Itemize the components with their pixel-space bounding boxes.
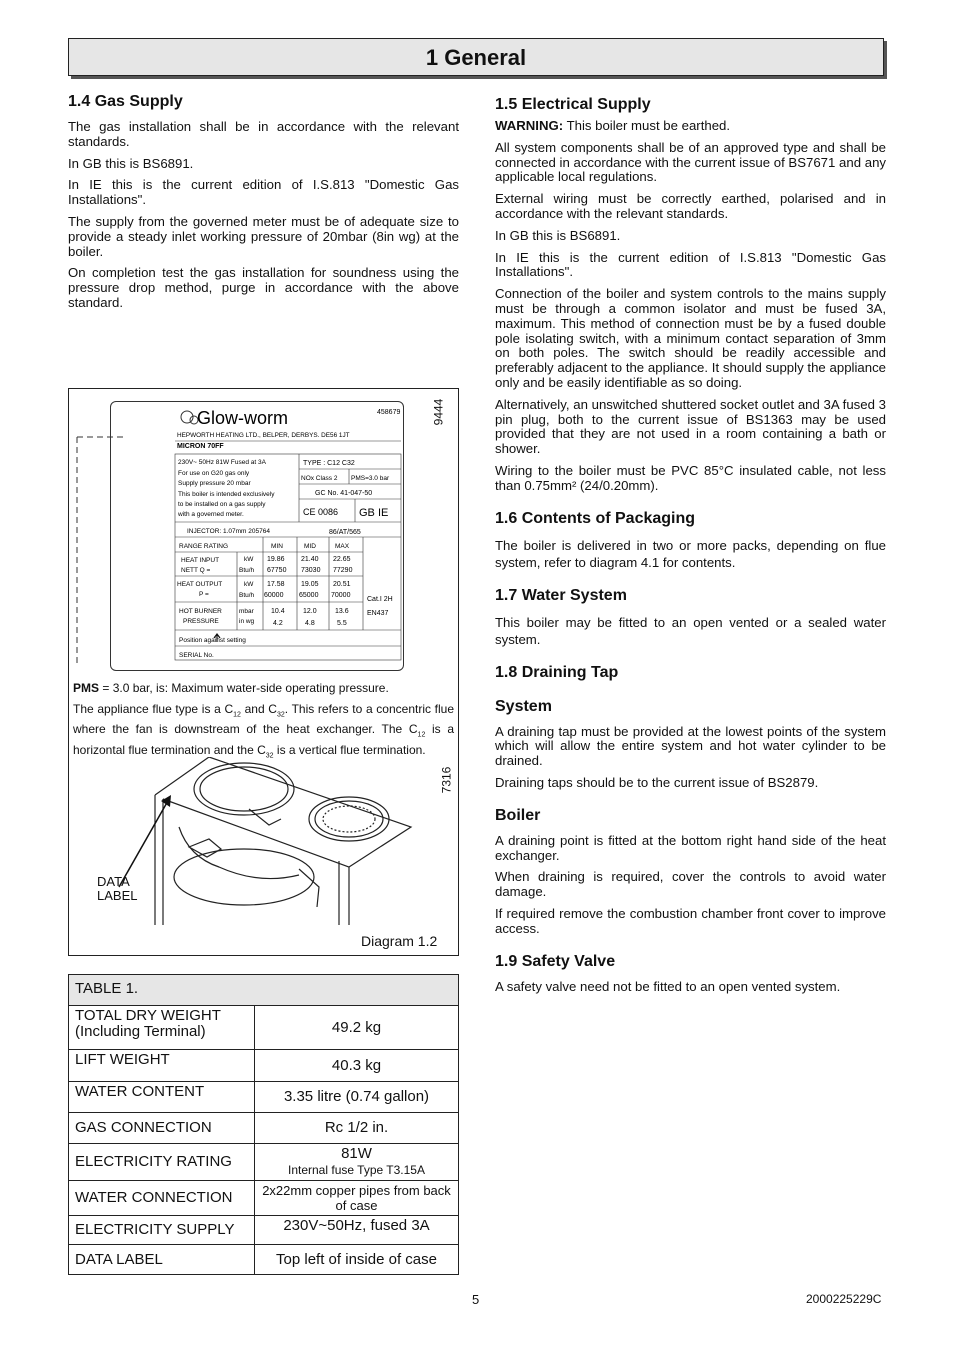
plate-hb1: HOT BURNER bbox=[179, 608, 222, 615]
gas-p2: In GB this is BS6891. bbox=[68, 155, 194, 171]
plate-r4-max: 70000 bbox=[331, 592, 351, 599]
pms-label: PMS bbox=[73, 681, 100, 695]
page-number: 5 bbox=[472, 1292, 480, 1307]
plate-pms: PMS=3.0 bar bbox=[351, 475, 390, 482]
gas-p1: The gas installation shall be in accordance with the relevant standards. bbox=[68, 119, 459, 149]
section-banner bbox=[68, 38, 884, 76]
flue-note bbox=[73, 702, 454, 763]
plate-en: EN437 bbox=[367, 610, 389, 617]
plate-hi2: NETT Q = bbox=[181, 567, 211, 574]
plate-gas4: to be installed on a gas supply bbox=[178, 501, 266, 508]
elec-p7: Wiring to the boiler must be PVC 85°C insulated cable, not less than 0.75mm² (24/0.20mm). bbox=[495, 462, 886, 493]
glow-worm-logo-icon bbox=[181, 411, 198, 424]
table-label: ELECTRICITY RATING bbox=[69, 1144, 255, 1181]
plate-r2-mid: 73030 bbox=[301, 567, 321, 574]
plate-r5-min: 10.4 bbox=[271, 608, 285, 615]
table-row bbox=[69, 1006, 459, 1050]
page-title: 1 General bbox=[425, 45, 527, 70]
plate-r5-mid: 12.0 bbox=[303, 608, 317, 615]
table-value-cell bbox=[255, 1144, 459, 1181]
plate-brand: Glow-worm bbox=[197, 408, 289, 428]
data-plate-graphic bbox=[111, 402, 403, 670]
plate-kw-2: kW bbox=[244, 581, 254, 588]
table-row bbox=[69, 1113, 459, 1144]
flue-d: 32 bbox=[276, 711, 285, 719]
drain-p5: If required remove the combustion chamber front cover to improve access. bbox=[495, 905, 886, 936]
table-label: DATA LABEL bbox=[69, 1245, 255, 1275]
plate-hi1: HEAT INPUT bbox=[181, 557, 220, 564]
table-row bbox=[69, 1181, 459, 1216]
plate-r3-mid: 19.05 bbox=[301, 581, 319, 588]
elec-p6: Alternatively, an unswitched shuttered socket outlet and 3A fused 3 pin plug, both to the current issue of BS1363 may be used provided that they are not used in a room containing a bath or shower. bbox=[495, 396, 886, 457]
pms-note bbox=[73, 681, 454, 695]
flue-c: and C bbox=[240, 702, 277, 716]
table-row bbox=[69, 1144, 459, 1181]
document-code: 2000225229C bbox=[806, 1292, 882, 1306]
plate-inwg: in wg bbox=[239, 618, 255, 625]
plate-serialno: SERIAL No. bbox=[179, 652, 214, 659]
table-value: Rc 1/2 in. bbox=[255, 1113, 459, 1144]
table-label: ELECTRICITY SUPPLY bbox=[69, 1216, 255, 1245]
table-value: 40.3 kg bbox=[255, 1050, 459, 1082]
table-label: WATER CONTENT bbox=[69, 1082, 255, 1113]
plate-r3-min: 17.58 bbox=[267, 581, 285, 588]
plate-r6-min: 4.2 bbox=[273, 620, 283, 627]
table-label: LIFT WEIGHT bbox=[69, 1050, 255, 1082]
data-label-line2: LABEL bbox=[97, 888, 138, 903]
plate-type: TYPE : C12 C32 bbox=[303, 460, 355, 467]
table-row bbox=[69, 975, 459, 1006]
plate-max: MAX bbox=[335, 543, 350, 550]
table-value: 230V~50Hz, fused 3A bbox=[255, 1216, 459, 1245]
plate-gas3: This boiler is intended exclusively bbox=[178, 491, 275, 498]
data-label-caption bbox=[97, 875, 137, 903]
pms-text: = 3.0 bar, is: Maximum water-side operating pressure. bbox=[99, 681, 389, 695]
gas-p3: In IE this is the current edition of I.S.813 "Domestic Gas Installations". bbox=[68, 177, 459, 208]
water-heading: 1.7 Water System bbox=[495, 586, 627, 604]
gas-supply-section bbox=[68, 93, 459, 318]
plate-injector: INJECTOR: 1.07mm 205764 bbox=[187, 528, 270, 535]
warning-text: This boiler must be earthed. bbox=[563, 118, 731, 133]
flue-h: 32 bbox=[265, 752, 274, 760]
diagram-1-2 bbox=[68, 388, 459, 956]
plate-hb2: PRESSURE bbox=[183, 618, 219, 625]
plate-range: RANGE RATING bbox=[179, 543, 228, 550]
plate-model: MICRON 70FF bbox=[177, 443, 224, 450]
plate-elec: 230V~ 50Hz 81W Fused at 3A bbox=[178, 459, 266, 466]
plate-countries: GB IE bbox=[359, 507, 389, 519]
elec-heading: 1.5 Electrical Supply bbox=[495, 96, 651, 113]
plate-r1-mid: 21.40 bbox=[301, 556, 319, 563]
plate-cat: Cat.I 2H bbox=[367, 596, 393, 603]
drain-heading: 1.8 Draining Tap bbox=[495, 663, 619, 681]
elec-p3: In GB this is BS6891. bbox=[495, 227, 621, 243]
elec-warning bbox=[495, 119, 886, 134]
table-1 bbox=[68, 974, 459, 1275]
plate-approval: 86/AT/565 bbox=[329, 529, 361, 536]
table-label: GAS CONNECTION bbox=[69, 1113, 255, 1144]
plate-serial-top: 458679 bbox=[377, 409, 401, 416]
elec-p5: Connection of the boiler and system controls to the mains supply must be through a common isolator and must be fused 3A, maximum. This method of connection must be by a fused double pole isolating switch, with a minimum contact separation of 3mm on both poles. The switch should be readily accessible and preferably adjacent to the appliance. It should supply the appliance only and be easily identifiable as so doing. bbox=[495, 286, 886, 390]
diagram-caption: Diagram 1.2 bbox=[361, 933, 438, 949]
table-label: TOTAL DRY WEIGHT (Including Terminal) bbox=[69, 1006, 255, 1050]
flue-b: 12 bbox=[233, 711, 241, 719]
plate-mbar: mbar bbox=[239, 608, 254, 615]
plate-ho2: P = bbox=[199, 591, 209, 598]
table-value-sub: Internal fuse Type T3.15A bbox=[288, 1163, 425, 1177]
table-value: 3.35 litre (0.74 gallon) bbox=[255, 1082, 459, 1113]
plate-r1-min: 19.86 bbox=[267, 556, 285, 563]
plate-ho1: HEAT OUTPUT bbox=[177, 581, 223, 588]
elec-p4: In IE this is the current edition of I.S.813 "Domestic Gas Installations". bbox=[495, 249, 886, 280]
plate-r5-max: 13.6 bbox=[335, 608, 349, 615]
plate-ce-mark: CE 0086 bbox=[303, 507, 339, 517]
plate-position: Position against setting bbox=[179, 637, 246, 644]
gas-p4: The supply from the governed meter must be of adequate size to provide a steady inlet working pressure of 20mbar (8in wg) at the boiler. bbox=[68, 213, 459, 259]
plate-btuh-1: Btu/h bbox=[239, 567, 255, 574]
data-label-line1: DATA bbox=[97, 874, 130, 889]
dashed-outline-graphic bbox=[73, 429, 129, 669]
plate-r2-min: 67750 bbox=[267, 567, 287, 574]
table-value: 81W bbox=[341, 1145, 372, 1162]
table-row bbox=[69, 1245, 459, 1275]
packaging-p1: The boiler is delivered in two or more packs, depending on flue system, refer to diagram 4.1 for contents. bbox=[495, 537, 886, 570]
flue-e: . This refers to a concentric flue where the fan is downstream of the heat exchanger. The C bbox=[73, 702, 455, 737]
plate-gas2: Supply pressure 20 mbar bbox=[178, 480, 251, 487]
plate-min: MIN bbox=[271, 543, 283, 550]
plate-r2-max: 77290 bbox=[333, 567, 353, 574]
diagram-code-2: 7316 bbox=[439, 766, 454, 794]
table-value: 49.2 kg bbox=[255, 1006, 459, 1050]
plate-kw-1: kW bbox=[244, 556, 254, 563]
plate-r3-max: 20.51 bbox=[333, 581, 351, 588]
water-p1: This boiler may be fitted to an open vented or a sealed water system. bbox=[495, 614, 886, 647]
drain-system-heading: System bbox=[495, 697, 552, 715]
drain-boiler-heading: Boiler bbox=[495, 806, 541, 824]
packaging-heading: 1.6 Contents of Packaging bbox=[495, 509, 696, 527]
plate-gas1: For use on G20 gas only bbox=[178, 470, 250, 477]
table-row bbox=[69, 1050, 459, 1082]
plate-btuh-2: Btu/h bbox=[239, 592, 255, 599]
table-label: WATER CONNECTION bbox=[69, 1181, 255, 1216]
safety-p1: A safety valve need not be fitted to an open vented system. bbox=[495, 978, 841, 994]
plate-r6-max: 5.5 bbox=[337, 620, 347, 627]
data-plate bbox=[110, 401, 404, 671]
flue-a: The appliance flue type is a C bbox=[73, 702, 234, 716]
plate-gc: GC No. 41-047-50 bbox=[315, 490, 373, 497]
plate-nox: NOx Class 2 bbox=[301, 475, 338, 482]
plate-r4-min: 60000 bbox=[264, 592, 284, 599]
flue-f: 12 bbox=[417, 731, 426, 739]
plate-gas5: with a governed meter. bbox=[178, 511, 244, 518]
drain-p4: When draining is required, cover the controls to avoid water damage. bbox=[495, 869, 886, 900]
elec-p1: All system components shall be of an approved type and shall be connected in accordance with the current issue of BS7671 and any applicable local regulations. bbox=[495, 139, 886, 185]
drain-p2: Draining taps should be to the current issue of BS2879. bbox=[495, 774, 819, 790]
flue-g: is a horizontal flue termination and the C bbox=[73, 722, 454, 757]
table-value: Top left of inside of case bbox=[255, 1245, 459, 1275]
warning-label: WARNING: bbox=[495, 118, 564, 133]
diagram-code-1: 9444 bbox=[431, 398, 446, 426]
safety-heading: 1.9 Safety Valve bbox=[495, 952, 616, 970]
drain-p1: A draining tap must be provided at the lowest points of the system which will allow the entire system and hot water cylinder to be drained. bbox=[495, 723, 886, 769]
flue-i: is a vertical flue termination. bbox=[273, 742, 426, 757]
plate-r4-mid: 65000 bbox=[299, 592, 319, 599]
right-column bbox=[495, 96, 886, 1001]
table-row bbox=[69, 1216, 459, 1245]
table-value: 2x22mm copper pipes from back of case bbox=[255, 1181, 459, 1216]
plate-maker: HEPWORTH HEATING LTD., BELPER, DERBYS. DE56 1JT bbox=[177, 432, 350, 439]
gas-p5: On completion test the gas installation for soundness using the pressure drop method, purge in accordance with the above standard. bbox=[68, 265, 459, 310]
plate-mid: MID bbox=[304, 543, 316, 550]
plate-r6-mid: 4.8 bbox=[305, 620, 315, 627]
gas-supply-heading: 1.4 Gas Supply bbox=[68, 93, 183, 110]
drain-p3: A draining point is fitted at the bottom right hand side of the heat exchanger. bbox=[495, 832, 886, 863]
table-title: TABLE 1. bbox=[69, 975, 459, 1006]
plate-r1-max: 22.65 bbox=[333, 556, 351, 563]
table-row bbox=[69, 1082, 459, 1113]
elec-p2: External wiring must be correctly earthed, polarised and in accordance with the relevant standards. bbox=[495, 191, 886, 221]
